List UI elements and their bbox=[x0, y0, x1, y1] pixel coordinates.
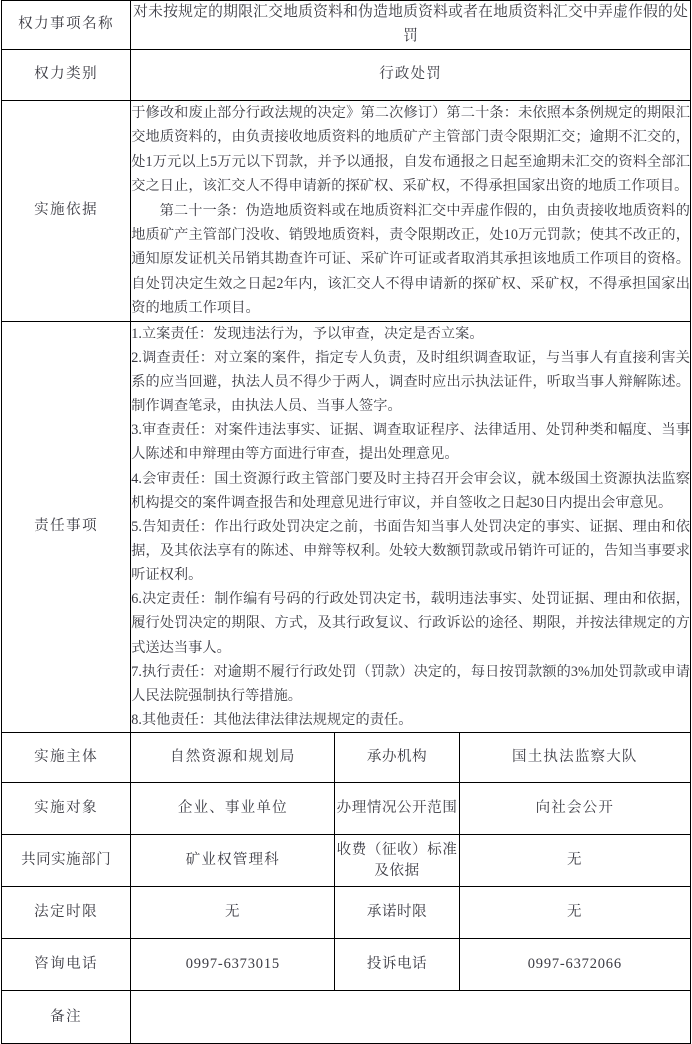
row-label-fee-standard: 收费（征收）标准及依据 bbox=[335, 835, 459, 887]
row-label-implementation-subject: 实施主体 bbox=[2, 733, 131, 783]
row-value-implementation-object: 企业、事业单位 bbox=[131, 783, 335, 835]
row-value-fee-standard: 无 bbox=[459, 835, 690, 887]
row-label-complaint-phone: 投诉电话 bbox=[335, 939, 459, 991]
table-row-implementation-object bbox=[2, 783, 691, 835]
responsibility-item-1: 1.立案责任：发现违法行为，予以审查，决定是否立案。 bbox=[131, 325, 484, 342]
table-row-phones bbox=[2, 939, 691, 991]
table-row-responsibility-items bbox=[2, 321, 691, 732]
row-label-implementation-basis: 实施依据 bbox=[2, 100, 131, 321]
table-row-time-limits bbox=[2, 887, 691, 939]
table-row-power-item-name bbox=[2, 1, 691, 50]
power-item-table bbox=[1, 0, 691, 1044]
row-label-remarks: 备注 bbox=[2, 991, 131, 1044]
row-label-promised-time-limit: 承诺时限 bbox=[335, 887, 459, 939]
table-row-joint-department bbox=[2, 835, 691, 887]
row-label-power-item-name: 权力事项名称 bbox=[2, 1, 131, 50]
row-label-consultation-phone: 咨询电话 bbox=[2, 939, 131, 991]
row-value-complaint-phone: 0997-6372066 bbox=[459, 939, 690, 991]
responsibility-item-6: 6.决定责任：制作编有号码的行政处罚决定书，载明违法事实、处罚证据、理由和依据，履行处罚决定的期限、方式，及其行政复议、行政诉讼的途径、期限，并按法律规定的方式送达当事人。 bbox=[131, 591, 690, 656]
row-value-power-item-name: 对未按规定的期限汇交地质资料和伪造地质资料或者在地质资料汇交中弄虚作假的处罚 bbox=[131, 1, 691, 50]
row-label-responsibility-items: 责任事项 bbox=[2, 321, 131, 732]
row-value-implementation-subject: 自然资源和规划局 bbox=[131, 733, 335, 783]
row-label-disclosure-scope: 办理情况公开范围 bbox=[335, 783, 459, 835]
row-value-promised-time-limit: 无 bbox=[459, 887, 690, 939]
implementation-basis-paragraph-2: 第二十一条：伪造地质资料或在地质资料汇交中弄虚作假的，由负责接收地质资料的地质矿产主管部门没收、销毁地质资料，责令限期改正，处10万元罚款；使其不改正的，通知原发证机关吊销其勘查许可证、采矿许可证或者取消其承担该地质工作项目的资格。自处罚决定生效之日起2年内，该汇交人不得申请新的探矿权、采矿权，不得承担国家出资的地质工作项目。 bbox=[131, 202, 690, 317]
row-label-implementation-object: 实施对象 bbox=[2, 783, 131, 835]
row-value-handling-agency: 国土执法监察大队 bbox=[459, 733, 690, 783]
table-row-implementation-basis bbox=[2, 100, 691, 321]
implementation-basis-paragraph-1: 于修改和废止部分行政法规的决定》第二次修订）第二十条：未依照本条例规定的期限汇交地质资料的，由负责接收地质资料的地质矿产主管部门责令限期汇交；逾期不汇交的，处1万元以上5万元以下罚款，并予以通报，自发布通报之日起至逾期未汇交的资料全部汇交之日止，该汇交人不得申请新的探矿权、采矿权，不得承担国家出资的地质工作项目。 bbox=[131, 104, 690, 195]
row-value-power-category: 行政处罚 bbox=[131, 49, 691, 100]
row-label-handling-agency: 承办机构 bbox=[335, 733, 459, 783]
row-label-legal-time-limit: 法定时限 bbox=[2, 887, 131, 939]
table-row-implementation-subject bbox=[2, 733, 691, 783]
row-value-joint-department: 矿业权管理科 bbox=[131, 835, 335, 887]
responsibility-item-5: 5.告知责任：作出行政处罚决定之前，书面告知当事人处罚决定的事实、证据、理由和依据，及其依法享有的陈述、申辩等权利。处较大数额罚款或吊销许可证的，告知当事要求听证权利。 bbox=[131, 518, 690, 584]
row-value-remarks bbox=[131, 991, 691, 1044]
row-label-joint-department: 共同实施部门 bbox=[2, 835, 131, 887]
row-value-implementation-basis bbox=[131, 100, 691, 321]
row-value-consultation-phone: 0997-6373015 bbox=[131, 939, 335, 991]
responsibility-item-7: 7.执行责任：对逾期不履行行政处罚（罚款）决定的，每日按罚款额的3%加处罚款或申请人民法院强制执行等措施。 bbox=[131, 663, 690, 704]
table-row-remarks bbox=[2, 991, 691, 1044]
responsibility-item-3: 3.审查责任：对案件违法事实、证据、调查取证程序、法律适用、处罚种类和幅度、当事人陈述和申辩理由等方面进行审查，提出处理意见。 bbox=[131, 422, 690, 463]
row-value-responsibility-items bbox=[131, 321, 691, 732]
responsibility-item-8: 8.其他责任：其他法律法律法规规定的责任。 bbox=[131, 711, 413, 728]
responsibility-item-2: 2.调查责任：对立案的案件，指定专人负责，及时组织调查取证，与当事人有直接利害关系的应当回避，执法人员不得少于两人，调查时应出示执法证件，听取当事人辩解陈述。制作调查笔录，由执法人员、当事人签字。 bbox=[131, 349, 690, 415]
row-label-power-category: 权力类别 bbox=[2, 49, 131, 100]
row-value-legal-time-limit: 无 bbox=[131, 887, 335, 939]
table-row-power-category bbox=[2, 49, 691, 100]
row-value-disclosure-scope: 向社会公开 bbox=[459, 783, 690, 835]
responsibility-item-4: 4.会审责任：国土资源行政主管部门要及时主持召开会审会议，就本级国土资源执法监察机构提交的案件调查报告和处理意见进行审议，并自签收之日起30日内提出会审意见。 bbox=[131, 470, 690, 511]
